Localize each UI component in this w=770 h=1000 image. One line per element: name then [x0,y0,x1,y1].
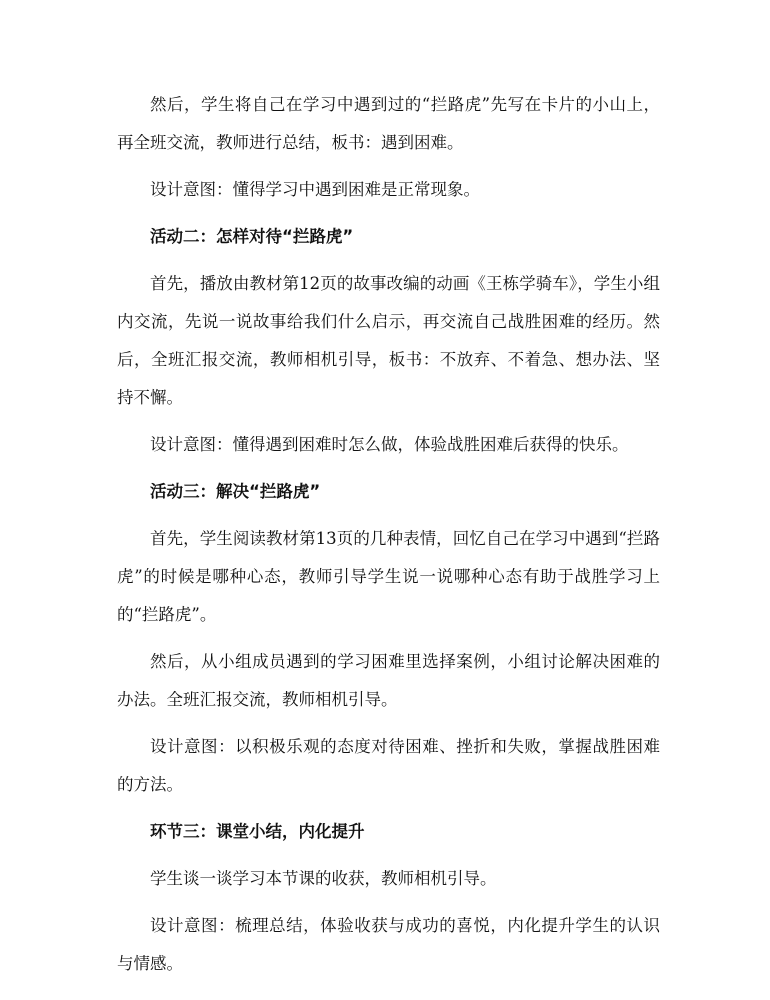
paragraph-animation-story: 首先，播放由教材第12页的故事改编的动画《王栋学骑车》，学生小组内交流，先说一说故事给我们什么启示，再交流自己战胜困难的经历。然后，全班汇报交流，教师相机引导，板书：不放弃、不着急、想办法、坚持不懈。 [117,274,660,407]
heading-activity-two: 活动二：怎样对待“拦路虎” [150,227,354,246]
paragraph-group-discussion: 然后，从小组成员遇到的学习困难里选择案例，小组讨论解决困难的办法。全班汇报交流，教师相机引导。 [117,652,660,709]
paragraph-design-intent-3: 设计意图：以积极乐观的态度对待困难、挫折和失败，掌握战胜困难的方法。 [117,737,660,794]
paragraph-cards-exchange: 然后，学生将自己在学习中遇到过的“拦路虎”先写在卡片的小山上，再全班交流，教师进行总结，板书：遇到困难。 [117,95,660,152]
paragraph-design-intent-4: 设计意图：梳理总结，体验收获与成功的喜悦，内化提升学生的认识与情感。 [117,916,660,973]
paragraph-design-intent-2: 设计意图：懂得遇到困难时怎么做，体验战胜困难后获得的快乐。 [150,435,629,454]
paragraph-summary: 学生谈一谈学习本节课的收获，教师相机引导。 [150,869,497,888]
paragraph-expressions: 首先，学生阅读教材第13页的几种表情，回忆自己在学习中遇到“拦路虎”的时候是哪种心态，教师引导学生说一说哪种心态有助于战胜学习上的“拦路虎”。 [117,529,660,624]
heading-section-three: 环节三：课堂小结，内化提升 [150,822,365,841]
document-body [117,86,660,992]
heading-activity-three: 活动三：解决“拦路虎” [150,482,321,501]
paragraph-design-intent-1: 设计意图：懂得学习中遇到困难是正常现象。 [150,180,480,199]
